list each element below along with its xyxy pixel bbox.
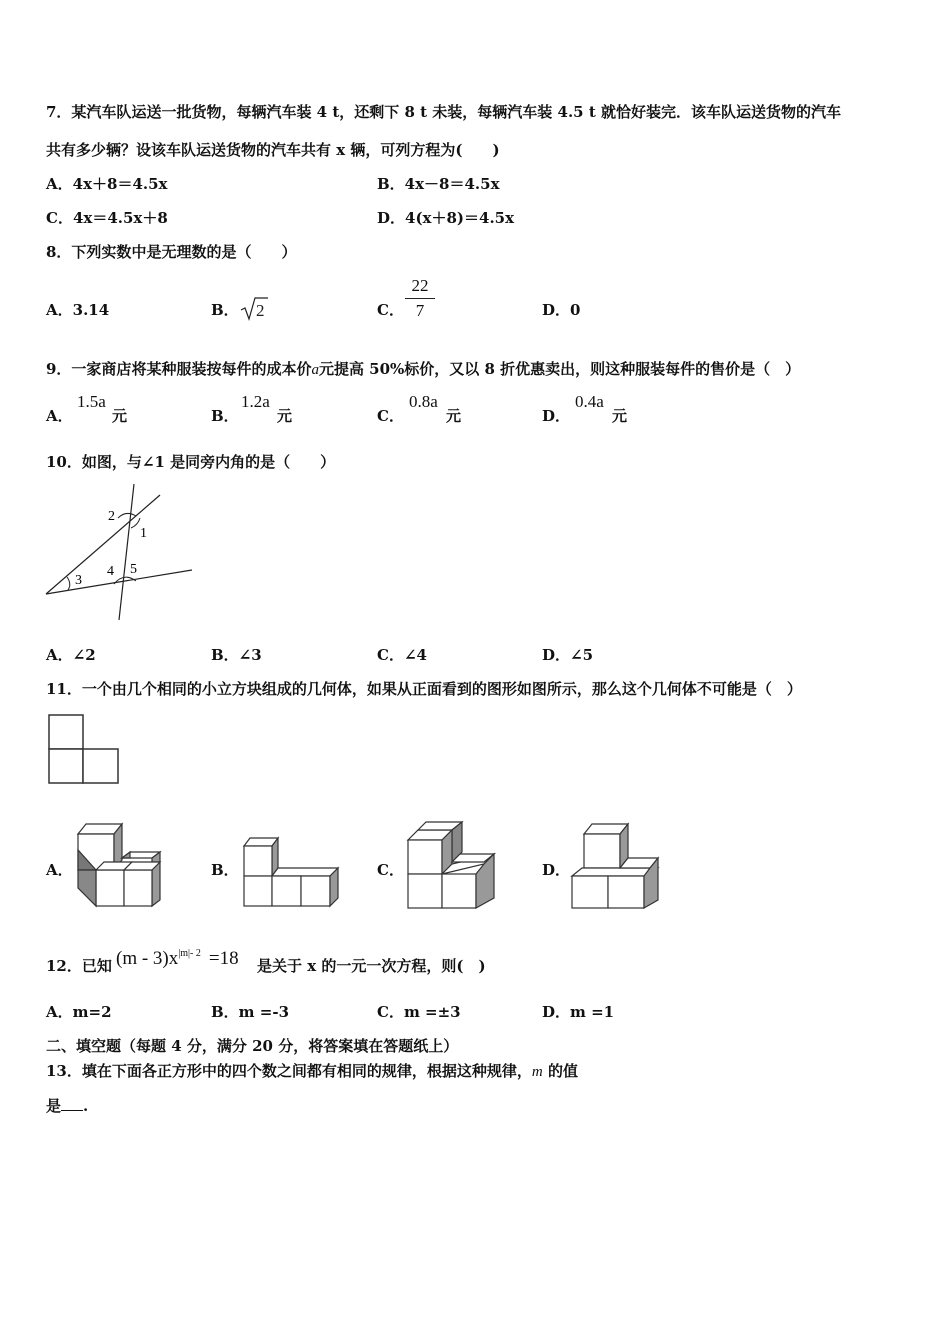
q10-option-a[interactable]: A．∠2	[46, 646, 96, 664]
q13-answer-blank[interactable]	[61, 1096, 83, 1111]
q9-option-b-unit: 元	[277, 407, 293, 425]
q12-equation-left: (m - 3)x	[116, 948, 179, 969]
q12-post: 是关于 x 的一元一次方程，则( )	[257, 957, 486, 975]
q9-option-d-expr: 0.4a	[575, 392, 604, 411]
q11-option-d-label[interactable]: D．	[542, 861, 571, 879]
q10-option-c[interactable]: C．∠4	[377, 646, 427, 664]
q8-fraction-denominator: 7	[415, 301, 425, 320]
q7-option-c[interactable]: C．4x＝4.5x＋8	[46, 209, 168, 227]
q11-stem: 11．一个由几个相同的小立方块组成的几何体，如果从正面看到的图形如图所示，那么这个几何体不可能是（ ）	[46, 680, 802, 698]
q8-option-d[interactable]: D．0	[542, 301, 581, 319]
q12-option-b[interactable]: B．m =-3	[211, 1003, 290, 1021]
q13-line1-var: m	[531, 1064, 543, 1080]
q9-option-c-unit: 元	[446, 407, 462, 425]
q12-equation-right: =18	[208, 948, 239, 969]
q8-sqrt-symbol	[240, 296, 270, 322]
q10-angle-figure	[44, 480, 204, 625]
q7-stem-line2: 共有多少辆？设该车队运送货物的汽车共有 x 辆，可列方程为( )	[46, 141, 500, 159]
q11-option-c-solid	[406, 820, 498, 912]
q9-stem	[46, 359, 800, 380]
q11-option-a-label[interactable]: A．	[46, 861, 73, 879]
q13-line1-post: 的值	[542, 1062, 578, 1080]
q8-option-a[interactable]: A．3.14	[46, 301, 110, 319]
q11-option-b-solid	[242, 836, 342, 910]
q10-option-d[interactable]: D．∠5	[542, 646, 594, 664]
q10-stem: 10．如图，与∠1 是同旁内角的是（ ）	[46, 453, 336, 471]
q10-label-4: 4	[107, 564, 114, 579]
q10-label-3: 3	[75, 573, 82, 588]
q9-option-a-label[interactable]: A．	[46, 407, 73, 425]
q7-option-d[interactable]: D．4(x＋8)＝4.5x	[377, 209, 515, 227]
q12-equation-exponent: |m|- 2	[178, 948, 201, 959]
q12-option-d[interactable]: D．m =1	[542, 1003, 615, 1021]
q13-line1	[46, 1061, 578, 1082]
q7-option-a[interactable]: A．4x＋8＝4.5x	[46, 175, 168, 193]
q7-option-b[interactable]: B．4x－8＝4.5x	[377, 175, 500, 193]
q11-option-d-solid	[570, 822, 664, 912]
q9-option-d-label[interactable]: D．	[542, 407, 571, 425]
q13-line1-pre: 13．填在下面各正方形中的四个数之间都有相同的规律，根据这种规律，	[46, 1062, 532, 1080]
q8-sqrt-radicand: 2	[256, 301, 265, 320]
q13-line2-post: .	[83, 1097, 89, 1115]
q11-option-a-solid	[76, 822, 164, 912]
q9-option-c-expr: 0.8a	[409, 392, 438, 411]
q12-option-c[interactable]: C．m =±3	[377, 1003, 461, 1021]
q9-stem-post: 元提高 50%标价，又以 8 折优惠卖出，则这种服装每件的售价是（ ）	[318, 360, 801, 378]
q8-fraction-numerator: 22	[411, 276, 429, 295]
q9-stem-pre: 9．一家商店将某种服装按每件的成本价	[46, 360, 312, 378]
q8-stem: 8．下列实数中是无理数的是（ ）	[46, 243, 297, 261]
q11-front-view	[48, 714, 122, 784]
q11-option-c-label[interactable]: C．	[377, 861, 404, 879]
q9-stem-var: a	[311, 362, 319, 378]
q9-option-b-expr: 1.2a	[241, 392, 270, 411]
q8-fraction	[405, 276, 435, 321]
q9-option-a-expr: 1.5a	[77, 392, 106, 411]
q12-option-a[interactable]: A．m=2	[46, 1003, 112, 1021]
q9-option-d-unit: 元	[612, 407, 628, 425]
q11-option-b-label[interactable]: B．	[211, 861, 239, 879]
q10-label-2: 2	[108, 509, 115, 524]
section-2-title: 二、填空题（每题 4 分，满分 20 分，将答案填在答题纸上）	[46, 1037, 459, 1055]
q8-option-c-label[interactable]: C．	[377, 301, 404, 319]
q9-option-c-label[interactable]: C．	[377, 407, 404, 425]
q12-equation	[116, 944, 239, 969]
q7-stem-line1: 7．某汽车队运送一批货物，每辆汽车装 4 t，还剩下 8 t 未装，每辆汽车装 4.5 t 就恰好装完．该车队运送货物的汽车	[46, 103, 841, 121]
q12-pre: 12．已知	[46, 957, 112, 975]
q10-option-b[interactable]: B．∠3	[211, 646, 262, 664]
q9-option-b-label[interactable]: B．	[211, 407, 239, 425]
q13-line2	[46, 1096, 88, 1116]
q10-label-5: 5	[130, 562, 137, 577]
q8-option-b-label[interactable]: B．	[211, 301, 239, 319]
q13-line2-pre: 是	[46, 1097, 62, 1115]
q10-label-1: 1	[140, 526, 147, 541]
q9-option-a-unit: 元	[112, 407, 128, 425]
